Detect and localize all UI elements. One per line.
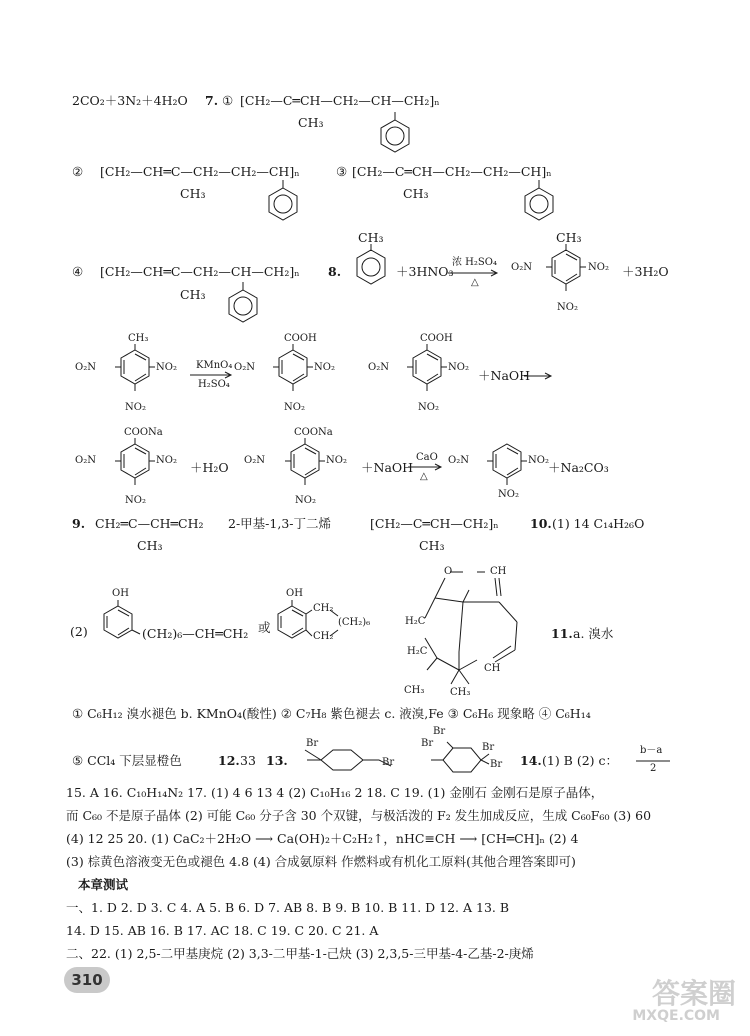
phenol-ring — [100, 600, 150, 650]
question-number-14: 14. — [520, 753, 542, 768]
no2-bottom: NO₂ — [295, 495, 316, 506]
no2-right: NO₂ — [156, 455, 177, 466]
oxidant-top: KMnO₄ — [196, 360, 233, 371]
answer-20: (4) 12 25 20. (1) CaC₂＋2H₂O ⟶ Ca(OH)₂＋C₂H₂↑，nHC≡CH ⟶ [CH═CH]ₙ (2) 4 — [66, 831, 579, 846]
sodium-carbonate: ＋Na₂CO₃ — [548, 460, 609, 475]
polymer-1: [CH₂—C═CH—CH₂—CH—CH₂]ₙ — [240, 93, 440, 108]
benzene-ring-2 — [258, 180, 308, 230]
question-number-11: 11. — [551, 626, 573, 641]
fraction-bar — [636, 760, 670, 762]
no2-right: NO₂ — [528, 455, 549, 466]
circle-2: ② — [72, 164, 84, 179]
benzene-ring-4 — [218, 282, 268, 332]
answer-14: (1) B (2) c： — [542, 753, 619, 768]
bicyclic-lactone — [405, 560, 535, 700]
watermark-logo: 答案圈 — [651, 977, 736, 1010]
part-2-label: (2) — [70, 624, 88, 639]
polymer-4: [CH₂—CH═C—CH₂—CH—CH₂]ₙ — [100, 264, 300, 279]
hexamethylene-label: (CH₂)₆ — [338, 617, 371, 628]
no2-left: O₂N — [368, 362, 389, 373]
polymer-2: [CH₂—CH═C—CH₂—CH₂—CH]ₙ — [100, 164, 300, 179]
question-number-12: 12. — [218, 753, 240, 768]
question-number-8: 8. — [328, 264, 342, 279]
answer-20-cont: (3) 棕黄色溶液变无色或褪色 4.8 (4) 合成氨原料 作燃料或有机化工原料(其他合理答案即可) — [66, 854, 576, 869]
answer-11-detail: ① C₆H₁₂ 溴水褪色 b. KMnO₄(酸性) ② C₇H₈ 紫色褪去 c. 液溴,Fe ③ C₆H₆ 现象略 ④ C₆H₁₄ — [72, 706, 591, 721]
answer-12: 33 — [240, 753, 256, 768]
no2-right: NO₂ — [448, 362, 469, 373]
sodium-salt-ring — [110, 438, 160, 498]
ring-oxygen: O — [444, 566, 453, 577]
carboxyl-label: COOH — [420, 333, 453, 344]
answer-10-1: (1) 14 C₁₄H₂₆O — [552, 516, 645, 531]
methyl-label: CH₃ — [128, 333, 149, 344]
methyl-label: CH₃ — [403, 186, 429, 201]
benzene-ring-3 — [514, 180, 564, 230]
isoprene-formula: CH₂═C—CH═CH₂ — [95, 516, 204, 531]
no2-bottom: NO₂ — [125, 495, 146, 506]
naoh-reagent: ＋NaOH — [478, 368, 531, 383]
question-number-7: 7. — [205, 93, 219, 108]
ring-h2c-1: H₂C — [405, 616, 426, 627]
methyl-label: CH₃ — [358, 230, 384, 245]
catalyst-cao: CaO — [416, 452, 438, 463]
no2-bottom: NO₂ — [498, 489, 519, 500]
carboxyl-label: COOH — [284, 333, 317, 344]
ring-methyl-a: CH₃ — [404, 685, 425, 696]
sodium-salt-ring-2 — [280, 438, 330, 498]
polymer-3: [CH₂—C═CH—CH₂—CH₂—CH]ₙ — [352, 164, 552, 179]
tnb-acid-ring — [268, 344, 318, 404]
hydroxyl-label: OH — [112, 588, 129, 599]
methylene-label: CH₂ — [313, 603, 334, 614]
multiple-choice-1: 一、1. D 2. D 3. C 4. A 5. B 6. D 7. AB 8. B 9. B 10. B 11. D 12. A 13. B — [66, 900, 510, 915]
toluene-ring — [346, 244, 396, 294]
no2-bottom: NO₂ — [557, 302, 578, 313]
or-word: 或 — [258, 620, 271, 635]
answer-11-circle5: ⑤ CCl₄ 下层显橙色 — [72, 753, 182, 768]
reaction-arrow — [190, 372, 234, 378]
no2-right: NO₂ — [588, 262, 609, 273]
bromine-label: Br — [490, 759, 503, 770]
no2-bottom: NO₂ — [418, 402, 439, 413]
water-product: ＋H₂O — [190, 460, 229, 475]
no2-left: O₂N — [511, 262, 532, 273]
isoprene-name: 2-甲基-1,3-丁二烯 — [228, 516, 332, 531]
water-product: ＋3H₂O — [622, 264, 669, 279]
tnt-ring-2 — [110, 344, 160, 404]
no2-bottom: NO₂ — [125, 402, 146, 413]
bromine-label: Br — [433, 726, 446, 737]
methyl-label: CH₃ — [180, 186, 206, 201]
no2-left: O₂N — [75, 455, 96, 466]
fraction-denominator: 2 — [650, 763, 657, 774]
circle-1: ① — [222, 93, 234, 108]
question-number-9: 9. — [72, 516, 86, 531]
no2-left: O₂N — [448, 455, 469, 466]
bromine-label: Br — [482, 742, 495, 753]
page-number: 310 — [64, 967, 110, 993]
no2-left: O₂N — [244, 455, 265, 466]
methyl-label: CH₃ — [419, 538, 445, 553]
reaction-arrow — [524, 373, 554, 379]
short-answer-22: 二、22. (1) 2,5-二甲基庚烷 (2) 3,3-二甲基-1-己炔 (3) 2,3,5-三甲基-4-乙基-2-庚烯 — [66, 946, 534, 961]
reaction-arrow — [448, 270, 500, 276]
answer-19-cont: 而 C₆₀ 不是原子晶体 (2) 可能 C₆₀ 分子含 30 个双键，与极活泼的 F₂ 发生加成反应，生成 C₆₀F₆₀ (3) 60 — [66, 808, 652, 823]
methylene-label: CH₂ — [313, 631, 334, 642]
question-number-13: 13. — [266, 753, 288, 768]
section-heading: 本章测试 — [78, 877, 129, 892]
circle-4: ④ — [72, 264, 84, 279]
bromine-label: Br — [421, 738, 434, 749]
ring-ch-top: CH — [490, 566, 507, 577]
benzene-ring-1 — [370, 112, 420, 162]
methyl-label: CH₃ — [180, 287, 206, 302]
question-number-10: 10. — [530, 516, 552, 531]
no2-right: NO₂ — [314, 362, 335, 373]
condition-top: 浓 H₂SO₄ — [452, 257, 497, 268]
multiple-choice-2: 14. D 15. AB 16. B 17. AC 18. C 19. C 20. C 21. A — [66, 923, 379, 938]
methyl-label: CH₃ — [556, 230, 582, 245]
ring-h2c-2: H₂C — [407, 646, 428, 657]
hydroxyl-label: OH — [286, 588, 303, 599]
no2-bottom: NO₂ — [284, 402, 305, 413]
alkenyl-chain: (CH₂)₆—CH═CH₂ — [142, 626, 249, 641]
equation-tail: 2CO₂＋3N₂＋4H₂O — [72, 93, 188, 108]
carboxylate-label: COONa — [124, 427, 163, 438]
methyl-label: CH₃ — [298, 115, 324, 130]
heat-symbol: △ — [420, 471, 428, 482]
no2-right: NO₂ — [326, 455, 347, 466]
fraction-numerator: b－a — [640, 745, 663, 756]
isoprene-polymer: [CH₂—C═CH—CH₂]ₙ — [370, 516, 499, 531]
answer-11-a: a. 溴水 — [573, 626, 614, 641]
no2-right: NO₂ — [156, 362, 177, 373]
reagent-hno3: ＋3HNO₃ — [396, 264, 454, 279]
reaction-arrow — [408, 464, 444, 470]
oxidant-bottom: H₂SO₄ — [198, 379, 230, 390]
condition-bottom: △ — [471, 277, 479, 288]
ring-ch: CH — [484, 663, 501, 674]
answers-15-19: 15. A 16. C₁₀H₁₄N₂ 17. (1) 4 6 13 4 (2) C₁₀H₁₆ 2 18. C 19. (1) 金刚石 金刚石是原子晶体， — [66, 785, 604, 800]
tnt-ring — [541, 244, 591, 304]
methyl-label: CH₃ — [137, 538, 163, 553]
naoh-reagent: ＋NaOH — [361, 460, 414, 475]
bromine-label: Br — [382, 757, 395, 768]
tnb-acid-ring-2 — [402, 344, 452, 404]
watermark-url: MXQE.COM — [632, 1008, 720, 1024]
no2-left: O₂N — [234, 362, 255, 373]
no2-left: O₂N — [75, 362, 96, 373]
carboxylate-label: COONa — [294, 427, 333, 438]
bromine-label: Br — [306, 738, 319, 749]
ring-methyl-b: CH₃ — [450, 687, 471, 698]
circle-3: ③ — [336, 164, 348, 179]
